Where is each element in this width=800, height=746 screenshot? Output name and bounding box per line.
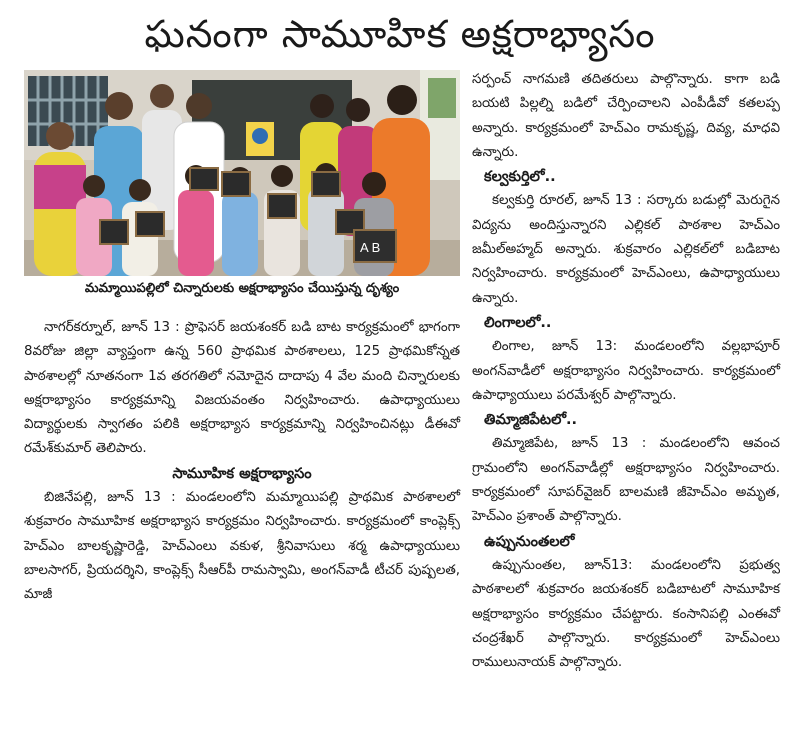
paragraph-uppununthala: ఉప్పునుంతల, జూన్13: మండలంలోని ప్రభుత్వ పాఠశాలలో శుక్రవారం జయశంకర్ బడిబాటలో సామూహిక అక్షరాభ్యాసం కార్యక్రమం చేపట్టారు. కంసానిపల్లి ఎంఈవో చంద్రశేఖర్ పాల్గొన్నారు. కార్యక్రమంలో హెచ్‌ఎంలు రాములునాయక్ పాల్గొన్నారు. (472, 557, 780, 671)
subheading-thimmajipet: తిమ్మాజిపేటలో.. (484, 412, 578, 429)
news-photo (24, 70, 460, 276)
photo-caption: మమ్మాయిపల్లిలో చిన్నారులకు అక్షరాభ్యాసం చేయిస్తున్న దృశ్యం (84, 281, 400, 296)
paragraph-continued: సర్పంచ్ నాగమణి తదితరులు పాల్గొన్నారు. కాగా బడి బయటి పిల్లల్ని బడిలో చేర్పించాలని ఎంపీడీవో కతలప్ప అన్నారు. కార్యక్రమంలో హెచ్‌ఎం రామకృష్ణ, దివ్య, మాధవి ఉన్నారు. (472, 72, 780, 160)
paragraph-thimmajipet: తిమ్మాజిపేట, జూన్ 13 : మండలంలోని ఆవంచ గ్రామంలోని అంగన్‌వాడీల్లో అక్షరాభ్యాసం నిర్వహించారు. కార్యక్రమంలో సూపర్‌వైజర్ బాలమణి జీహెచ్‌ఎం అమృత, హెచ్‌ఎం ప్రశాంత్ పాల్గొన్నారు. (472, 436, 780, 525)
classroom-scene-image (24, 70, 460, 276)
slate-letters: A B (360, 240, 381, 255)
paragraph-lingala: లింగాల, జూన్ 13: మండలంలోని వల్లభాపూర్ అంగన్‌వాడీలో అక్షరాభ్యాసం నిర్వహించారు. కార్యక్రమంలో ఉపాధ్యాయులు పరమేశ్వర్ పాల్గొన్నారు. (472, 339, 780, 403)
lead-paragraph: నాగర్‌కర్నూల్, జూన్ 13 : ప్రొఫెసర్ జయశంకర్ బడి బాట కార్యక్రమంలో భాగంగా 8వరోజు జిల్లా వ్యాప్తంగా ఉన్న 560 ప్రాథమిక పాఠశాలలు, 125 ప్రాథమికోన్నత పాఠశాలల్లో నూతనంగా 1వ తరగతిలో నమోదైన దాదాపు 4 వేల మంది చిన్నారులకు అక్షరాభ్యాసం కార్యక్రమాన్ని విజయవంతం నిర్వహించారు. ఉపాధ్యాయులు విద్యార్థులకు స్వాగతం పలికి అక్షరాభ్యాస కార్యక్రమాన్ని నిర్వహించినట్లు డీఈవో రమేశ్‌కుమార్ తెలిపారు. (24, 320, 460, 457)
subheading-lingala: లింగాలలో.. (484, 314, 552, 331)
left-column (24, 316, 460, 608)
subheading-samuhika: సామూహిక అక్షరాభ్యాసం (172, 465, 312, 482)
right-column (472, 68, 780, 675)
page-title: ఘనంగా సామూహిక అక్షరాభ్యాసం (144, 12, 656, 56)
subheading-uppununthala: ఉప్పునుంతలలో (484, 533, 575, 550)
subheading-kalwakurthi: కల్వకుర్తిలో.. (484, 169, 556, 186)
paragraph-bijinepalli: బిజినేపల్లి, జూన్ 13 : మండలంలోని మమ్మాయిపల్లి ప్రాథమిక పాఠశాలలో శుక్రవారం సామూహిక అక్షరాభ్యాస కార్యక్రమం నిర్వహించారు. కార్యక్రమంలో కాంప్లెక్స్ హెచ్‌ఎం బాలకృష్ణారెడ్డి, హెచ్‌ఎంలు వకుళ, శ్రీనివాసులు శర్మ ఉపాధ్యాయులు బాలసాగర్, ప్రియదర్శిని, కాంప్లెక్స్ సీఆర్‌పీ రామస్వామి, అంగన్‌వాడీ టీచర్ పుష్పలత, మాజీ (24, 490, 460, 603)
paragraph-kalwakurthi: కల్వకుర్తి రూరల్, జూన్ 13 : సర్కారు బడుల్లో మెరుగైన విద్యను అందిస్తున్నారని ఎల్లికల్ పాఠశాల హెచ్‌ఎం జమీల్‌అహ్మద్ అన్నారు. శుక్రవారం ఎల్లికల్‌లో బడిబాట నిర్వహించారు. కార్యక్రమంలో హెచ్‌ఎంలు, ఉపాధ్యాయులు ఉన్నారు. (472, 193, 780, 306)
